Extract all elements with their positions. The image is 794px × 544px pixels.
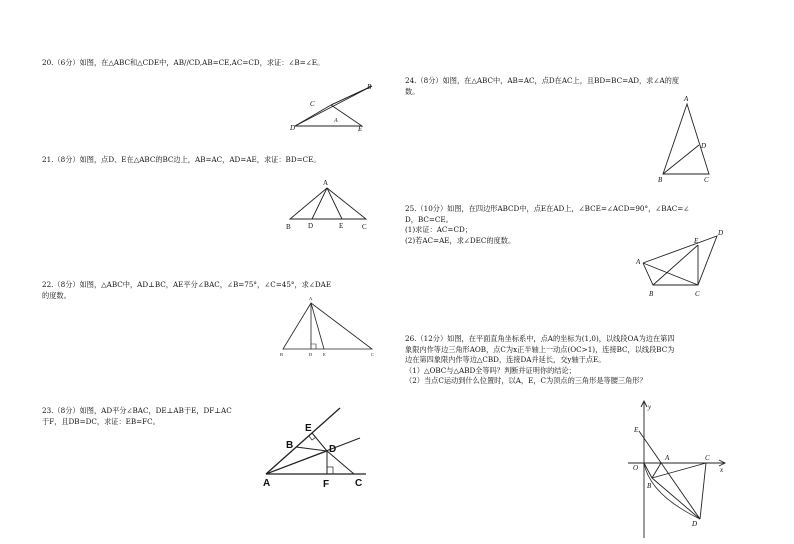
- fig25-label-e: E: [694, 237, 699, 245]
- question-26-line-4: （1）△OBC与△ABD全等吗？判断并证明你的结论；: [405, 365, 576, 375]
- question-26-line-5: （2）当点C运动到什么位置时，以A，E，C为顶点的三角形是等腰三角形？: [405, 376, 647, 385]
- fig20-label-d: D: [290, 124, 296, 132]
- fig26-label-d: D: [692, 520, 698, 528]
- fig21-label-c: C: [362, 223, 367, 231]
- question-25-line-1: 25.（10分）如图，在四边形ABCD中，点E在AD上，∠BCE=∠ACD=90°，∠BAC=∠: [405, 204, 690, 213]
- fig22-label-b: B: [280, 352, 284, 357]
- fig23-label-c: C: [355, 478, 363, 489]
- fig23-label-d: D: [329, 444, 337, 455]
- question-22-line-1: 22.（8分）如图，△ABC中，AD⊥BC，AE平分∠BAC，∠B=75°，∠C=45°，求∠DAE: [42, 280, 332, 289]
- question-26-line-1: 26.（12分）如图，在平面直角坐标系中，点A的坐标为(1,0)，以线段OA为边在第四: [405, 334, 675, 343]
- fig21-label-e: E: [339, 222, 344, 230]
- fig22-label-d: D: [309, 352, 313, 357]
- fig21-label-d: D: [308, 222, 314, 230]
- question-21: [42, 155, 321, 166]
- question-24-line-1: 24.（8分）如图，在△ABC中，AB=AC，点D在AC上，且BD=BC=AD，求∠A的度: [405, 76, 680, 85]
- fig26-label-c: C: [705, 454, 710, 462]
- fig26-label-o: O: [633, 464, 639, 472]
- fig20-label-e: E: [358, 125, 363, 133]
- fig23-label-b: B: [286, 440, 294, 451]
- fig22-label-a: A: [309, 296, 313, 301]
- question-24: [405, 76, 679, 97]
- question-22: [42, 280, 331, 301]
- question-26: [405, 334, 675, 387]
- question-25-line-4: (2)若AC=AE，求∠DEC的度数。: [405, 235, 516, 245]
- question-26-line-3: 边在第四象限内作等边△CBD，连接DA并延长，交y轴于点E。: [405, 355, 606, 364]
- fig25-label-b: B: [649, 290, 654, 298]
- fig25-label-a: A: [636, 258, 641, 266]
- fig22-label-e: E: [323, 352, 326, 357]
- question-21-text: 21.（8分）如图，点D、E在△ABC的BC边上，AB=AC，AD=AE，求证：BD=CE。: [42, 155, 321, 164]
- fig23-label-a: A: [263, 478, 271, 489]
- fig26-label-y: y: [648, 403, 652, 411]
- fig22-label-c: C: [371, 352, 375, 357]
- question-23-line-1: 23.（8分）如图，AD平分∠BAC，DE⊥AB于E，DF⊥AC: [42, 406, 232, 415]
- question-25-line-3: (1)求证：AC=CD；: [405, 225, 472, 234]
- fig20-label-c: C: [310, 100, 315, 108]
- fig26-label-e: E: [634, 426, 639, 434]
- fig24-label-c: C: [704, 176, 709, 184]
- question-20-text: 20.（6分）如图，在△ABC和△CDE中，AB//CD,AB=CE,AC=CD，求证：∠B=∠E。: [42, 58, 325, 67]
- fig25-label-c: C: [695, 290, 700, 298]
- fig23-label-f: F: [323, 479, 330, 490]
- question-25: [405, 204, 689, 246]
- question-23-line-2: 于F，且DB=DC，求证：EB=FC。: [42, 416, 160, 426]
- fig24-label-d: D: [701, 142, 707, 150]
- question-23: [42, 406, 232, 427]
- question-20: [42, 58, 324, 69]
- question-24-line-2: 数。: [405, 86, 420, 96]
- fig26-label-x: x: [720, 466, 724, 474]
- fig25-label-d: D: [718, 229, 724, 237]
- fig20-label-a: A: [334, 118, 338, 124]
- fig24-label-a: A: [684, 95, 689, 103]
- fig21-label-b: B: [286, 223, 291, 231]
- question-22-line-2: 的度数。: [42, 290, 71, 300]
- fig24-label-b: B: [658, 176, 663, 184]
- fig26-label-b: B: [647, 482, 652, 490]
- question-26-line-2: 象限内作等边三角形AOB，点C为x正半轴上一动点(OC>1)，连接BC，以线段BC为: [405, 344, 675, 354]
- fig21-label-a: A: [323, 179, 329, 187]
- fig23-label-e: E: [305, 423, 312, 434]
- fig20-label-b: B: [367, 83, 372, 91]
- fig26-label-a: A: [665, 454, 670, 462]
- question-25-line-2: D，BC=CE。: [405, 214, 453, 224]
